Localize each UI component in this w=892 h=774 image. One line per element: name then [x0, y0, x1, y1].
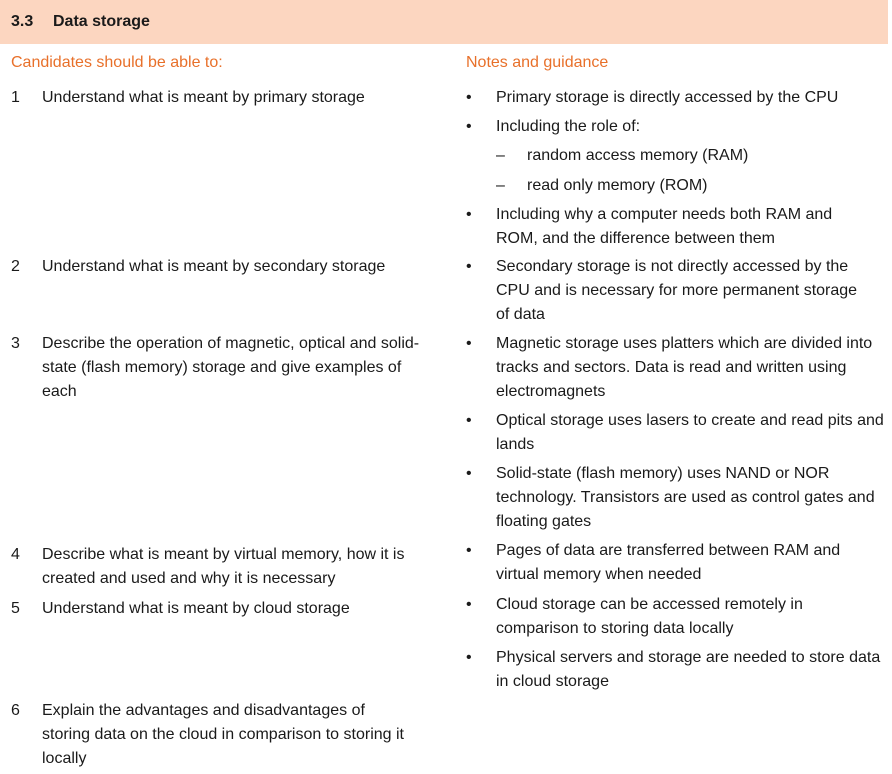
note-text: Magnetic storage uses platters which are divided into tracks and sectors. Data is read and written using electromagnets [496, 335, 873, 400]
section-number: 3.3 [11, 13, 34, 30]
objective-number: 6 [11, 702, 20, 719]
note-text: Cloud storage can be accessed remotely in comparison to storing data locally [496, 596, 803, 637]
note-text: Secondary storage is not directly accessed by the CPU and is necessary for more permanent storage of data [496, 258, 858, 323]
bullet-icon: • [466, 596, 472, 613]
objective-text: Explain the advantages and disadvantages of storing data on the cloud in comparison to storing it locally [42, 702, 404, 767]
objective-number: 3 [11, 335, 20, 352]
objective-text: Describe what is meant by virtual memory, how it is created and used and why it is necessary [42, 546, 405, 587]
objective-text: Understand what is meant by primary storage [42, 89, 365, 106]
objective-text: Describe the operation of magnetic, optical and solid-state (flash memory) storage and give examples of each [42, 335, 420, 400]
note-text: Including why a computer needs both RAM and ROM, and the difference between them [496, 206, 833, 247]
sub-note-text: random access memory (RAM) [527, 147, 749, 164]
dash-icon: – [496, 177, 505, 194]
left-column-heading: Candidates should be able to: [11, 54, 223, 71]
note-text: Pages of data are transferred between RAM and virtual memory when needed [496, 542, 841, 583]
section-header [0, 0, 888, 44]
objective-number: 4 [11, 546, 20, 563]
dash-icon: – [496, 147, 505, 164]
objective-number: 2 [11, 258, 20, 275]
note-text: Physical servers and storage are needed to store data in cloud storage [496, 649, 881, 690]
section-title: Data storage [53, 13, 150, 30]
note-text: Optical storage uses lasers to create and read pits and lands [496, 412, 884, 453]
objective-text: Understand what is meant by secondary storage [42, 258, 386, 275]
bullet-icon: • [466, 649, 472, 666]
objective-number: 1 [11, 89, 20, 106]
objective-text: Understand what is meant by cloud storage [42, 600, 350, 617]
bullet-icon: • [466, 542, 472, 559]
note-text: Primary storage is directly accessed by the CPU [496, 89, 839, 106]
bullet-icon: • [466, 335, 472, 352]
bullet-icon: • [466, 118, 472, 135]
objective-number: 5 [11, 600, 20, 617]
bullet-icon: • [466, 465, 472, 482]
note-text: Solid-state (flash memory) uses NAND or NOR technology. Transistors are used as control gates and floating gates [496, 465, 875, 530]
bullet-icon: • [466, 258, 472, 275]
bullet-icon: • [466, 412, 472, 429]
right-column-heading: Notes and guidance [466, 54, 609, 71]
bullet-icon: • [466, 89, 472, 106]
bullet-icon: • [466, 206, 472, 223]
sub-note-text: read only memory (ROM) [527, 177, 708, 194]
note-text: Including the role of: [496, 118, 641, 135]
